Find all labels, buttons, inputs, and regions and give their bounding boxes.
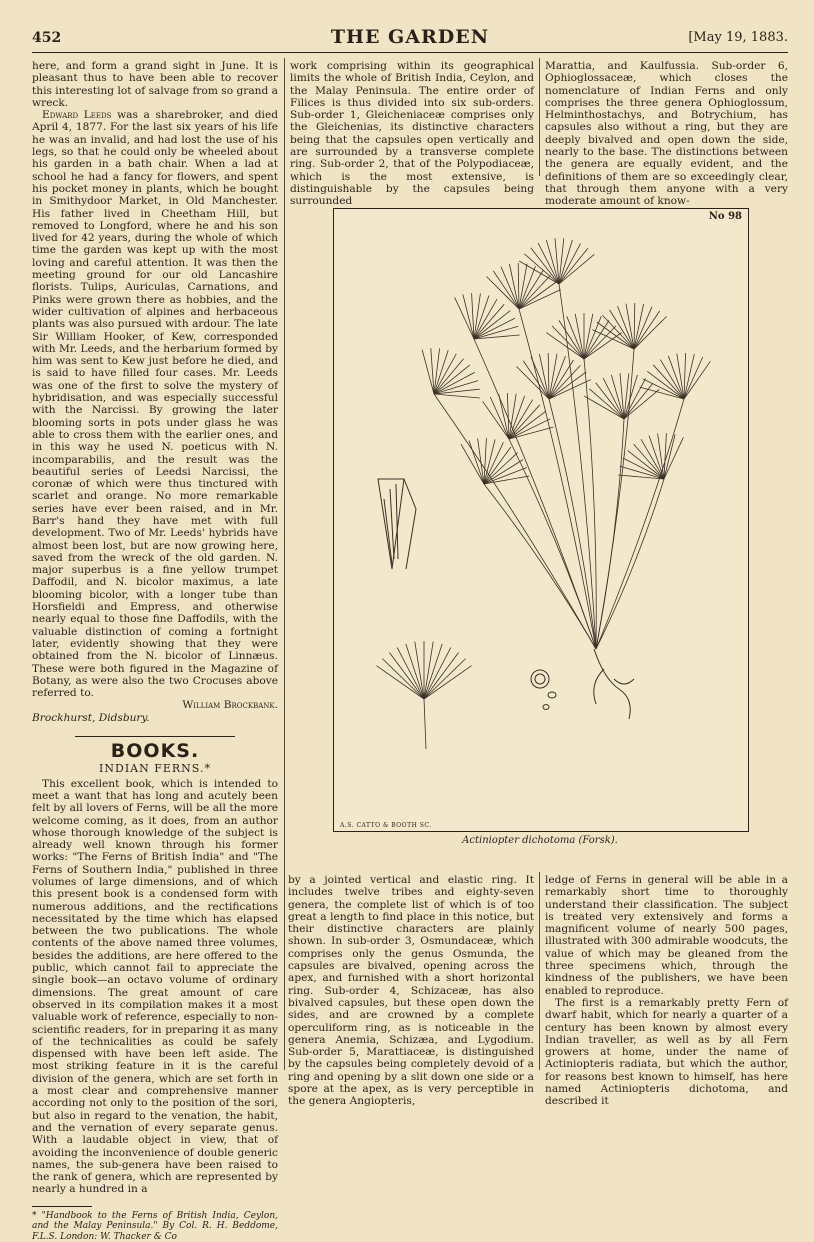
sporangium-detail [531,670,549,688]
fern-frond [519,238,594,284]
fern-drawing [334,209,748,831]
article-paragraph: The first is a remarkably pretty Fern of dwarf habit, which for nearly a quarter of a century has been known by almost every Indian traveller, as well as by all Fern growers at home, under the name of Actiniopteris radiata, but which the author, for reasons best known to himself, has here named Actiniopteris dichotoma, and described it [545,996,788,1108]
article-paragraph: Marattia, and Kaulfussia. Sub-order 6, Ophioglossaceæ, which closes the nomenclature of Indian Ferns and only comprises the three genera Ophioglossum, Helminthostachys, and Botrychium, has capsules also without a ring, but they are deeply bivalved and open down the side, nearly to the base. The distinctions between the genera are equally evident, and the definitions of them are so exceedingly clear, that through them anyone with a very moderate amount of know- [545,60,788,208]
fern-frond [517,353,591,399]
column-divider-bottom-right [539,872,540,1070]
fern-frond [546,313,621,359]
middle-column-top [290,60,534,208]
middle-column-bottom [288,874,534,1108]
section-heading: BOOKS. [110,740,200,763]
fern-frond [377,641,472,699]
footnote-rule [32,1206,92,1207]
fern-stalk [484,484,596,649]
page-header [32,26,788,52]
figure-caption: Actiniopter dichotoma (Forsk). [462,835,618,846]
column-divider-top-right [539,58,540,176]
fern-frond [487,263,561,309]
person-name: Edward Leeds [42,109,112,122]
section-rule [75,736,235,737]
fern-frond [584,373,659,419]
paragraph-text: was a sharebroker, and died April 4, 1877. For the last six years of his life he was an invalid, and had lost the use of his legs, so that he could only be wheeled about his garden in a bath chair. When a lad at school he had a fancy for flowers, and spent his pocket money in plants, which he bought in Smithydoor Market, in Old Manchester. His father lived in Cheetham Hill, but removed to Longford, where he and his son lived for 42 years, during the whole of which time the garden was kept up with the most loving and careful attention. It was then the meeting ground for our old Lancashire florists. Tulips, Auriculas, Carnations, and Pinks were grown there as hobbies, and the wider cultivation of alpines and herbaceous plants was also pursued with ardour. The late Sir William Hooker, of Kew, corresponded with Mr. Leeds, and the herbarium formed by him was sent to Kew just before he died, and is said to have filled four cases. Mr. Leeds was one of the first to solve the mystery of hybridisation, and was especially successful with the Narcissi. By growing the later blooming sorts in pots under glass he was able to cross them with the earlier ones, and in this way he used N. poeticus with N. incomparabilis, and the result was the beautiful series of Leedsi Narcissi, the coronæ of which were thus tinctured with scarlet and orange. No more remarkable series have ever been raised, and in Mr. Barr's hand they have met with full development. Two of Mr. Leeds' hybrids have almost been lost, but are now growing here, saved from the wreck of the old garden. N. major superbus is a fine yellow trumpet Daffodil, and N. bicolor maximus, a late blooming bicolor, with a longer tube than Horsfieldi and Empress, and otherwise nearly equal to those fine Daffodils, with the valuable distinction of coming a fortnight later, evidently showing that they were obtained from the N. bicolor of Linnæus. These were both figured in the Magazine of Botany, as were also the two Crocuses above referred to. [32,109,278,700]
article-paragraph [32,109,278,699]
author-location: Brockhurst, Didsbury. [32,711,150,724]
right-column-top [545,60,788,208]
fern-frond [422,348,480,398]
fern-frond [592,303,666,349]
page-number: 452 [32,30,62,46]
article-paragraph: This excellent book, which is intended to meet a want that has long and acutely been felt by all lovers of Ferns, will be all the more welcome coming, as it does, from an author whose thorough knowledge of the subject is already well known through his former works: "The Ferns of British India" and "The Ferns of Southern India," published in three volumes of large dimensions, and of which this present book is a condensed form with numerous additions, and the rectifications necessitated by the time which has elapsed between the two publications. The whole contents of the above named three volumes, besides the additions, are here offered to the public, which cannot fail to appreciate the single book—an octavo volume of ordinary dimensions. The great amount of care observed in its compilation makes it a most valuable work of reference, especially to non-scientific readers, for in preparing it as many of the technicalities as could be safely dispensed with have been left aside. The most striking feature in it is the careful division of the genera, which are set forth in a most clear and comprehensive manner according not only to the position of the sori, but also in regard to the venation, the habit, and the vernation of every separate genus. With a laudable object in view, that of avoiding the inconvenience of double generic names, the sub-genera have been raised to the rank of genera, which are represented by nearly a hundred in a [32,777,278,1196]
footnote: * "Handbook to the Ferns of British India, Ceylon, and the Malay Peninsula." By Col. R. H. Beddome, F.L.S. London: W. Thacker & Co [32,1210,278,1242]
figure-number: No 98 [708,211,742,222]
engraver-credit: A.S. CATTO & BOOTH SC. [340,822,432,829]
article-paragraph: here, and form a grand sight in June. It is pleasant thus to have been able to recover this interesting lot of salvage from so grand a wreck. [32,60,278,109]
review-title: INDIAN FERNS.* [99,762,211,776]
right-column-bottom [545,874,788,1108]
article-paragraph: work comprising within its geographical limits the whole of British India, Ceylon, and the Malay Peninsula. The entire order of Filices is thus divided into six sub-orders. Sub-order 1, Gleicheniaceæ comprises only the Gleichenias, its distinctive characters being that the capsules open vertically and are surrounded by a transverse complete ring. Sub-order 2, that of the Polypodiaceæ, which is the most extensive, is distinguishable by the capsules being surrounded [290,60,534,208]
author-signature: William Brockbank. [182,699,278,712]
fern-stalk [596,349,634,649]
fern-frond [618,433,683,479]
fern-frond [640,353,711,399]
article-paragraph: ledge of Ferns in general will be able in a remarkably short time to thoroughly understand their classification. The subject is treated very extensively and forms a magnificent volume of nearly 500 pages, illustrated with 300 admirable woodcuts, the value of which may be gleaned from the three specimens which, through the kindness of the publishers, we have been enabled to reproduce. [545,874,788,997]
left-column [32,60,278,1242]
fern-stalk [509,439,596,649]
masthead-title: THE GARDEN [330,26,490,48]
column-divider-left [284,58,285,1070]
fern-illustration [333,208,749,832]
issue-date: [May 19, 1883. [688,30,788,45]
fern-stalk [596,399,684,649]
header-rule [32,52,788,53]
article-paragraph: by a jointed vertical and elastic ring. It includes twelve tribes and eighty-seven genera, the complete list of which is of too great a length to find place in this notice, but their distinctive characters are plainly shown. In sub-order 3, Osmundaceæ, which comprises only the genus Osmunda, the capsules are bivalved, opening across the apex, and furnished with a short horizontal ring. Sub-order 4, Schizaceæ, has also bivalved capsules, but these open down the sides, and are crowned by a complete operculiform ring, as is noticeable in the genera Anemia, Schizæa, and Lygodium. Sub-order 5, Marattiaceæ, is distinguished by the capsules being completely devoid of a ring and opening by a slit down one side or a spore at the apex, as is very perceptible in the genera Angiopteris, [288,874,534,1108]
